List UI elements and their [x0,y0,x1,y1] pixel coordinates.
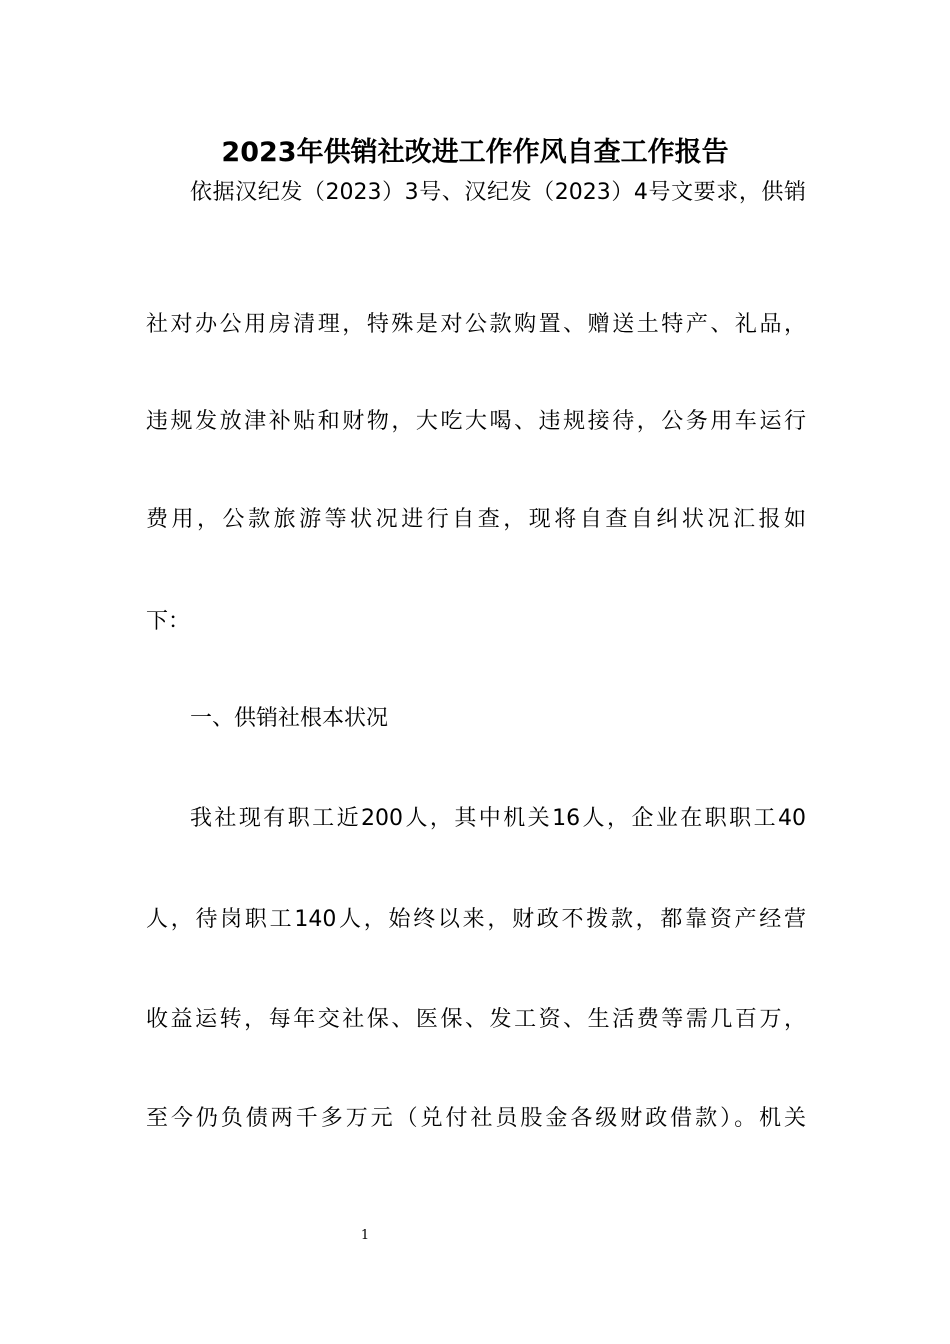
paragraph-2-line-3: 收益运转，每年交社保、医保、发工资、生活费等需几百万， [146,1007,806,1032]
paragraph-1-line-2: 社对办公用房清理，特殊是对公款购置、赠送土特产、礼品， [146,312,806,337]
paragraph-2-line-2: 人，待岗职工140人，始终以来，财政不拨款，都靠资产经营 [146,907,806,932]
paragraph-2-line-4: 至今仍负债两千多万元（兑付社员股金各级财政借款）。机关 [146,1106,806,1131]
paragraph-2-line-1: 我社现有职工近200人，其中机关16人，企业在职职工40 [190,806,806,831]
paragraph-1-line-4: 费用，公款旅游等状况进行自查，现将自查自纠状况汇报如 [146,507,806,532]
paragraph-1-line-5: 下： [146,609,191,634]
paragraph-1-line-3: 违规发放津补贴和财物，大吃大喝、违规接待，公务用车运行 [146,409,806,434]
page-number: 1 [360,1228,370,1243]
paragraph-1-line-1: 依据汉纪发（2023）3号、汉纪发（2023）4号文要求，供销 [190,180,806,205]
section-1-heading: 一、供销社根本状况 [190,706,389,731]
document-title: 2023年供销社改进工作作风自查工作报告 [221,137,729,168]
